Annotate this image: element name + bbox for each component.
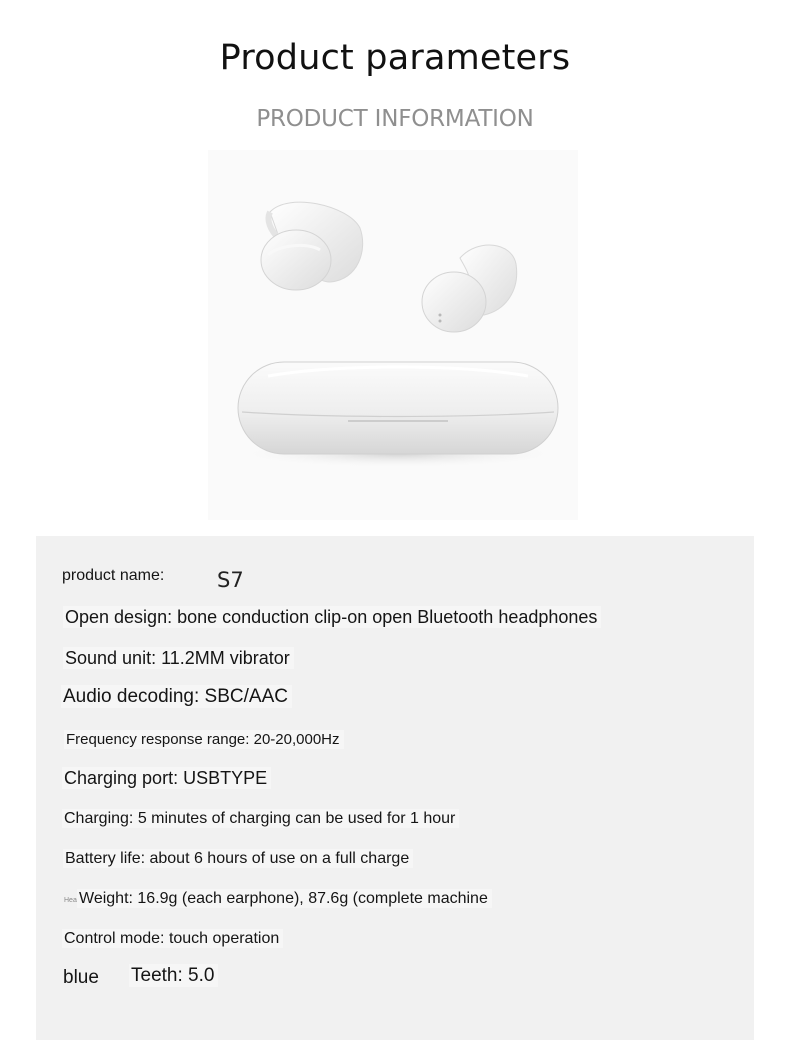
right-earbud — [422, 245, 517, 332]
spec-bluetooth-blue: blue — [63, 967, 99, 988]
spec-weight-text: Weight: 16.9g (each earphone), 87.6g (complete machine — [77, 889, 492, 908]
spec-weight-fragment: Hea — [64, 897, 77, 904]
spec-audio-decoding — [61, 686, 292, 708]
spec-charging-port — [62, 768, 271, 789]
spec-sound-unit-text: Sound unit: 11.2MM vibrator — [63, 647, 294, 669]
spec-frequency-response — [64, 731, 344, 748]
charging-case — [233, 362, 563, 468]
spec-charging-port-text: Charging port: USBTYPE — [62, 767, 271, 789]
spec-sound-unit — [63, 648, 294, 669]
spec-battery-life-text: Battery life: about 6 hours of use on a full charge — [63, 849, 413, 868]
spec-audio-decoding-text: Audio decoding: SBC/AAC — [61, 685, 292, 708]
spec-bluetooth-teeth-text: Teeth: 5.0 — [129, 964, 218, 987]
spec-charging — [62, 810, 459, 828]
spec-open-design-text: Open design: bone conduction clip-on open Bluetooth headphones — [63, 606, 601, 628]
spec-weight — [77, 890, 492, 908]
page-subtitle: PRODUCT INFORMATION — [256, 106, 534, 132]
page-title: Product parameters — [219, 38, 571, 78]
spec-product-name-label: product name: — [62, 567, 165, 584]
spec-battery-life — [63, 850, 413, 868]
spec-charging-text: Charging: 5 minutes of charging can be used for 1 hour — [62, 809, 459, 828]
spec-product-name-value: S7 — [217, 568, 244, 592]
left-earbud — [261, 202, 363, 290]
spec-bluetooth-teeth — [129, 965, 218, 987]
spec-open-design — [63, 607, 601, 628]
spec-control-mode-text: Control mode: touch operation — [62, 929, 283, 948]
spec-control-mode — [62, 930, 283, 948]
product-image — [208, 150, 578, 520]
spec-frequency-response-text: Frequency response range: 20-20,000Hz — [64, 730, 344, 749]
